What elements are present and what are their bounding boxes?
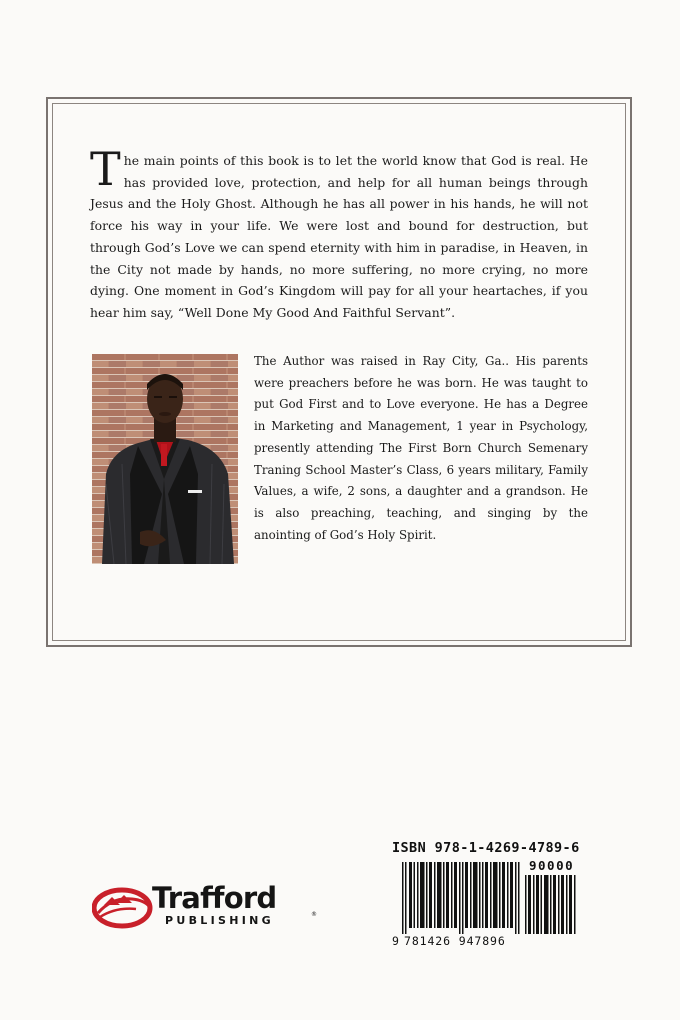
- intro-paragraph: [90, 142, 588, 324]
- barcode: [392, 858, 586, 953]
- author-bio: The Author was raised in Ray City, Ga.. His parents were preachers before he was born. He was taught to put God First and to Love everyone. He has a Degree in Marketing and Management, 1 year in Psychology, presently attending The First Born Church Semenary Traning School Master’s Class, 6 years military, Family Values, a wife, 2 sons, a daughter and a grandson. He is also preaching, teaching, and singing by the anointing of God’s Holy Spirit.: [254, 354, 588, 542]
- trafford-swirl-icon: [92, 883, 154, 933]
- drop-cap: T: [90, 142, 121, 196]
- publisher-name: Trafford: [152, 881, 277, 915]
- author-photo-illustration: [92, 354, 238, 564]
- addon-barcode: [525, 875, 577, 934]
- barcode-addon-digits: 90000: [529, 858, 575, 873]
- barcode-digits: 781426 947896: [404, 934, 506, 948]
- ean13-barcode: [402, 862, 520, 934]
- intro-text: he main points of this book is to let the world know that God is real. He has provided love, protection, and help for all human beings through Jesus and the Holy Ghost. Although he has all power in his hands, he will not force his way in your life. We were lost and bound for destruction, but through God’s Love we can spend eternity with him in paradise, in Heaven, in the City not made by hands, no more suffering, no more crying, no more dying. One moment in God’s Kingdom will pay for all your heartaches, if you hear him say, “Well Done My Good And Faithful Servant”.: [90, 153, 588, 320]
- barcode-first-digit: 9: [392, 934, 399, 948]
- publisher-subtitle: PUBLISHING: [165, 914, 274, 927]
- isbn-label: ISBN 978-1-4269-4789-6: [392, 840, 580, 856]
- publisher-logo: [92, 881, 322, 933]
- registered-mark: ®: [311, 911, 317, 918]
- author-photo: [92, 354, 238, 564]
